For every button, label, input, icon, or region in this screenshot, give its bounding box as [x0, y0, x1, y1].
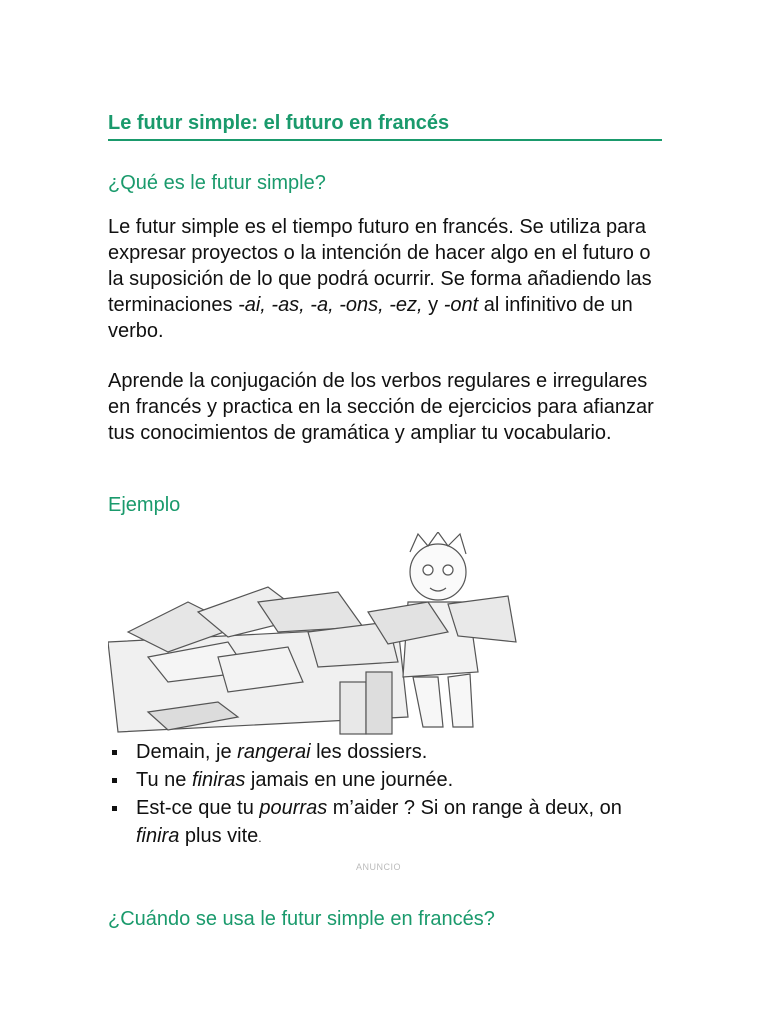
intro-end-text: al infinitivo de un verbo. [108, 294, 633, 342]
practice-paragraph: Aprende la conjugación de los verbos regulares e irregulares en francés y practica en la sección de ejercicios para afianzar tus conocimientos de gramática y ampliar tu vocabulario. [108, 370, 654, 444]
example-3-mid: m’aider ? Si on range à deux, on [327, 797, 622, 819]
section-heading-cuando: ¿Cuándo se usa le futur simple en francés? [108, 908, 495, 930]
intro-paragraph [108, 214, 664, 344]
example-3-post: plus vite [179, 825, 259, 847]
example-3-verb2: finira [136, 825, 180, 847]
example-1-pre: Demain, je [136, 741, 238, 763]
bullet-icon [112, 806, 117, 811]
example-3-verb: pourras [259, 797, 328, 819]
example-2-post: jamais en une journée. [245, 769, 454, 791]
example-heading: Ejemplo [108, 494, 181, 516]
bullet-icon [112, 778, 117, 783]
example-2-pre: Tu ne [136, 769, 192, 791]
section-heading-que-es: ¿Qué es le futur simple? [108, 172, 326, 194]
example-3-tail: . [258, 831, 262, 845]
intro-text: Le futur simple es el tiempo futuro en francés. Se utiliza para expresar proyectos o la intención de hacer algo en el futuro o la suposición de lo que podrá ocurrir. Se forma añadiendo las terminaciones [108, 216, 652, 316]
list-item [126, 794, 646, 852]
ad-label: ANUNCIO [356, 862, 402, 872]
bullet-icon [112, 750, 117, 755]
endings-text: -ai, -as, -a, -ons, -ez, [238, 294, 423, 316]
ont-ending-text: -ont [443, 294, 479, 316]
example-1-verb: rangerai [237, 741, 311, 763]
list-item [126, 766, 646, 794]
example-3-pre: Est-ce que tu [136, 797, 260, 819]
conjunction-text: y [422, 294, 444, 316]
illustration-man-with-papers [108, 532, 528, 740]
list-item [126, 738, 646, 766]
example-2-verb: finiras [191, 769, 246, 791]
examples-list [126, 738, 646, 852]
example-1-post: les dossiers. [310, 741, 428, 763]
page-title: Le futur simple: el futuro en francés [108, 112, 662, 141]
